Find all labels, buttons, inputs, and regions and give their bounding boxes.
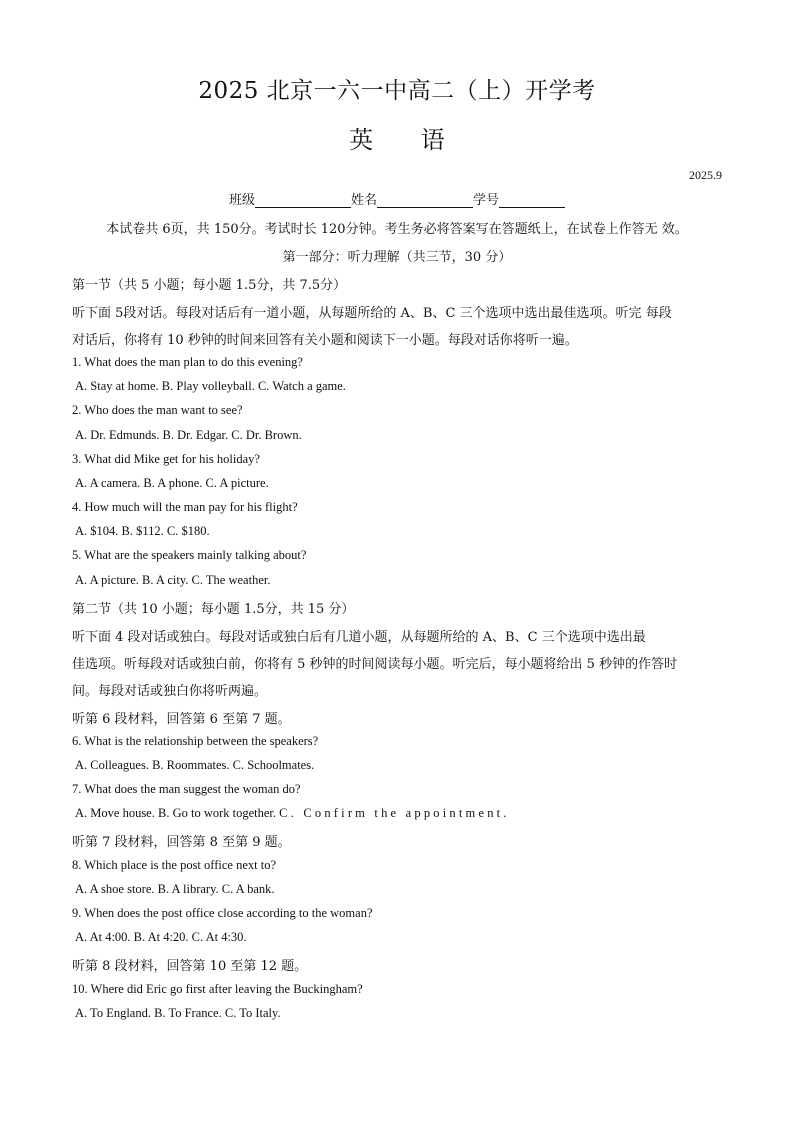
question-3: 3. What did Mike get for his holiday?	[72, 452, 260, 466]
class-blank	[255, 194, 351, 208]
options-7-c: C. Confirm the appointment.	[279, 806, 510, 820]
part1-heading: 第一部分：听力理解（共三节，30 分）	[282, 250, 512, 265]
question-9: 9. When does the post office close according to the woman?	[72, 906, 373, 920]
section2-instruction-3: 间。每段对话或独白你将听两遍。	[72, 684, 268, 699]
section1-instruction-2: 对话后，你将有 10 秒钟的时间来回答有关小题和阅读下一小题。每段对话你将听一遍。	[72, 333, 578, 348]
options-8: A. A shoe store. B. A library. C. A bank.	[75, 882, 275, 896]
options-7	[75, 806, 510, 821]
options-5: A. A picture. B. A city. C. The weather.	[75, 573, 271, 587]
options-2: A. Dr. Edmunds. B. Dr. Edgar. C. Dr. Brown.	[75, 428, 302, 442]
options-9: A. At 4:00. B. At 4:20. C. At 4:30.	[75, 930, 247, 944]
id-blank	[499, 194, 565, 208]
question-5: 5. What are the speakers mainly talking about?	[72, 548, 307, 562]
exam-date: 2025.9	[689, 168, 722, 182]
section1-instruction-1: 听下面 5段对话。每段对话后有一道小题，从每题所给的 A、B、C 三个选项中选出最佳选项。听完 每段	[72, 306, 672, 321]
exam-notice: 本试卷共 6页，共 150分。考试时长 120分钟。考生务必将答案写在答题纸上，在试卷上作答无 效。	[106, 222, 688, 237]
name-blank	[377, 194, 473, 208]
class-label: 班级	[228, 193, 255, 208]
subject-title: 英 语	[349, 126, 445, 154]
id-label: 学号	[473, 193, 500, 208]
options-1: A. Stay at home. B. Play volleyball. C. Watch a game.	[75, 379, 346, 393]
question-4: 4. How much will the man pay for his flight?	[72, 500, 298, 514]
options-7-ab: A. Move house. B. Go to work together.	[75, 806, 280, 820]
options-3: A. A camera. B. A phone. C. A picture.	[75, 476, 269, 490]
question-7: 7. What does the man suggest the woman do?	[72, 782, 301, 796]
name-label: 姓名	[350, 193, 377, 208]
material-6-note: 听第 6 段材料，回答第 6 至第 7 题。	[72, 712, 291, 727]
question-1: 1. What does the man plan to do this evening?	[72, 355, 303, 369]
section2-heading: 第二节（共 10 小题；每小题 1.5分，共 15 分）	[72, 602, 355, 617]
section1-heading: 第一节（共 5 小题；每小题 1.5分，共 7.5分）	[72, 278, 347, 293]
question-6: 6. What is the relationship between the speakers?	[72, 734, 319, 748]
student-info-row	[0, 189, 794, 208]
question-10: 10. Where did Eric go first after leaving the Buckingham?	[72, 982, 363, 996]
material-8-note: 听第 8 段材料，回答第 10 至第 12 题。	[72, 959, 308, 974]
material-7-note: 听第 7 段材料，回答第 8 至第 9 题。	[72, 835, 291, 850]
options-6: A. Colleagues. B. Roommates. C. Schoolmates.	[75, 758, 315, 772]
question-2: 2. Who does the man want to see?	[72, 403, 243, 417]
options-4: A. $104. B. $112. C. $180.	[75, 524, 210, 538]
exam-title: 2025 北京一六一中高二（上）开学考	[198, 78, 596, 104]
question-8: 8. Which place is the post office next to?	[72, 858, 276, 872]
section2-instruction-2: 佳选项。听每段对话或独白前，你将有 5 秒钟的时间阅读每小题。听完后，每小题将给出 5 秒钟的作答时	[72, 657, 678, 672]
options-10: A. To England. B. To France. C. To Italy.	[75, 1006, 281, 1020]
section2-instruction-1: 听下面 4 段对话或独白。每段对话或独白后有几道小题，从每题所给的 A、B、C 三个选项中选出最	[72, 630, 646, 645]
